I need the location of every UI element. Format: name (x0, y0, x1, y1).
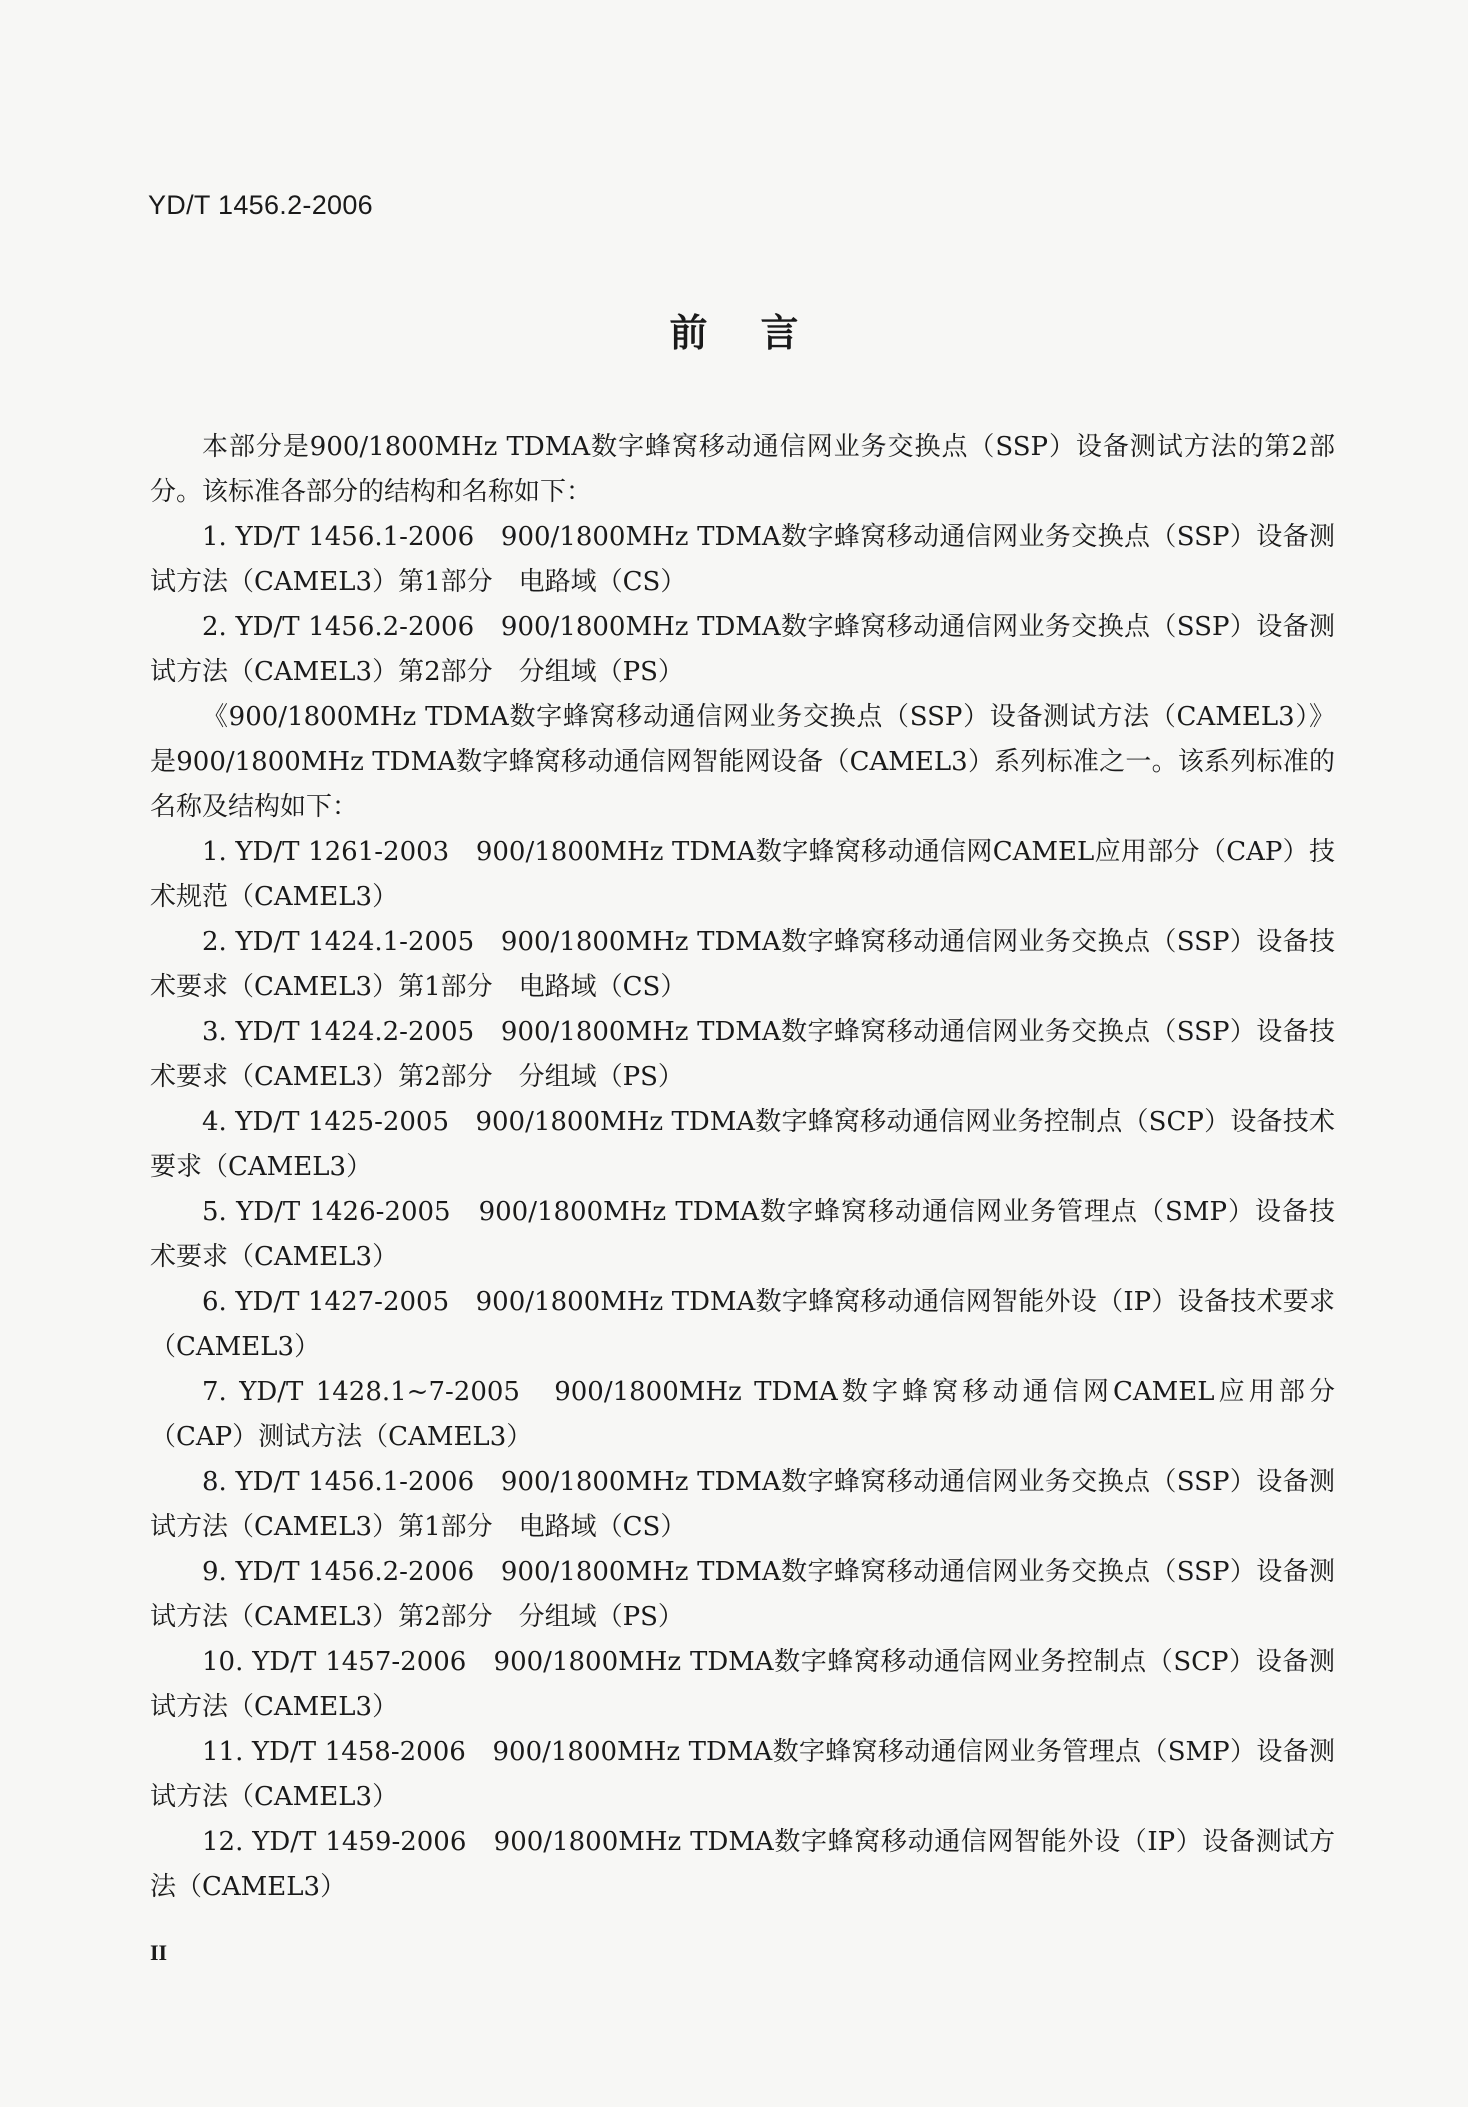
series-list-item: 8. YD/T 1456.1-2006 900/1800MHz TDMA数字蜂窝移动通信网业务交换点（SSP）设备测试方法（CAMEL3）第1部分 电路域（CS） (150, 1467, 1335, 1542)
section-title: 前 言 (669, 311, 799, 355)
part-list-item: 2. YD/T 1456.2-2006 900/1800MHz TDMA数字蜂窝移动通信网业务交换点（SSP）设备测试方法（CAMEL3）第2部分 分组域（PS） (150, 612, 1335, 687)
series-list-item: 2. YD/T 1424.1-2005 900/1800MHz TDMA数字蜂窝移动通信网业务交换点（SSP）设备技术要求（CAMEL3）第1部分 电路域（CS） (150, 927, 1335, 1002)
foreword-body (150, 425, 1335, 1910)
series-list-item: 10. YD/T 1457-2006 900/1800MHz TDMA数字蜂窝移动通信网业务控制点（SCP）设备测试方法（CAMEL3） (150, 1647, 1335, 1722)
page-number: II (150, 1940, 168, 1965)
series-list-item: 7. YD/T 1428.1~7-2005 900/1800MHz TDMA数字蜂窝移动通信网CAMEL应用部分（CAP）测试方法（CAMEL3） (150, 1377, 1335, 1452)
series-list-item: 4. YD/T 1425-2005 900/1800MHz TDMA数字蜂窝移动通信网业务控制点（SCP）设备技术要求（CAMEL3） (150, 1107, 1335, 1182)
series-list-item: 1. YD/T 1261-2003 900/1800MHz TDMA数字蜂窝移动通信网CAMEL应用部分（CAP）技术规范（CAMEL3） (150, 837, 1335, 912)
intro-paragraph: 本部分是900/1800MHz TDMA数字蜂窝移动通信网业务交换点（SSP）设备测试方法的第2部分。该标准各部分的结构和名称如下： (150, 432, 1335, 507)
series-list-item: 3. YD/T 1424.2-2005 900/1800MHz TDMA数字蜂窝移动通信网业务交换点（SSP）设备技术要求（CAMEL3）第2部分 分组域（PS） (150, 1017, 1335, 1092)
series-paragraph: 《900/1800MHz TDMA数字蜂窝移动通信网业务交换点（SSP）设备测试方法（CAMEL3）》是900/1800MHz TDMA数字蜂窝移动通信网智能网设备（CAMEL3）系列标准之一。该系列标准的名称及结构如下： (150, 702, 1335, 822)
series-list-item: 11. YD/T 1458-2006 900/1800MHz TDMA数字蜂窝移动通信网业务管理点（SMP）设备测试方法（CAMEL3） (150, 1737, 1335, 1812)
series-list-item: 9. YD/T 1456.2-2006 900/1800MHz TDMA数字蜂窝移动通信网业务交换点（SSP）设备测试方法（CAMEL3）第2部分 分组域（PS） (150, 1557, 1335, 1632)
series-list-item: 5. YD/T 1426-2005 900/1800MHz TDMA数字蜂窝移动通信网业务管理点（SMP）设备技术要求（CAMEL3） (150, 1197, 1335, 1272)
part-list-item: 1. YD/T 1456.1-2006 900/1800MHz TDMA数字蜂窝移动通信网业务交换点（SSP）设备测试方法（CAMEL3）第1部分 电路域（CS） (150, 522, 1335, 597)
series-list-item: 6. YD/T 1427-2005 900/1800MHz TDMA数字蜂窝移动通信网智能外设（IP）设备技术要求（CAMEL3） (150, 1287, 1335, 1362)
series-list-item: 12. YD/T 1459-2006 900/1800MHz TDMA数字蜂窝移动通信网智能外设（IP）设备测试方法（CAMEL3） (150, 1827, 1335, 1902)
document-id: YD/T 1456.2-2006 (148, 190, 373, 220)
